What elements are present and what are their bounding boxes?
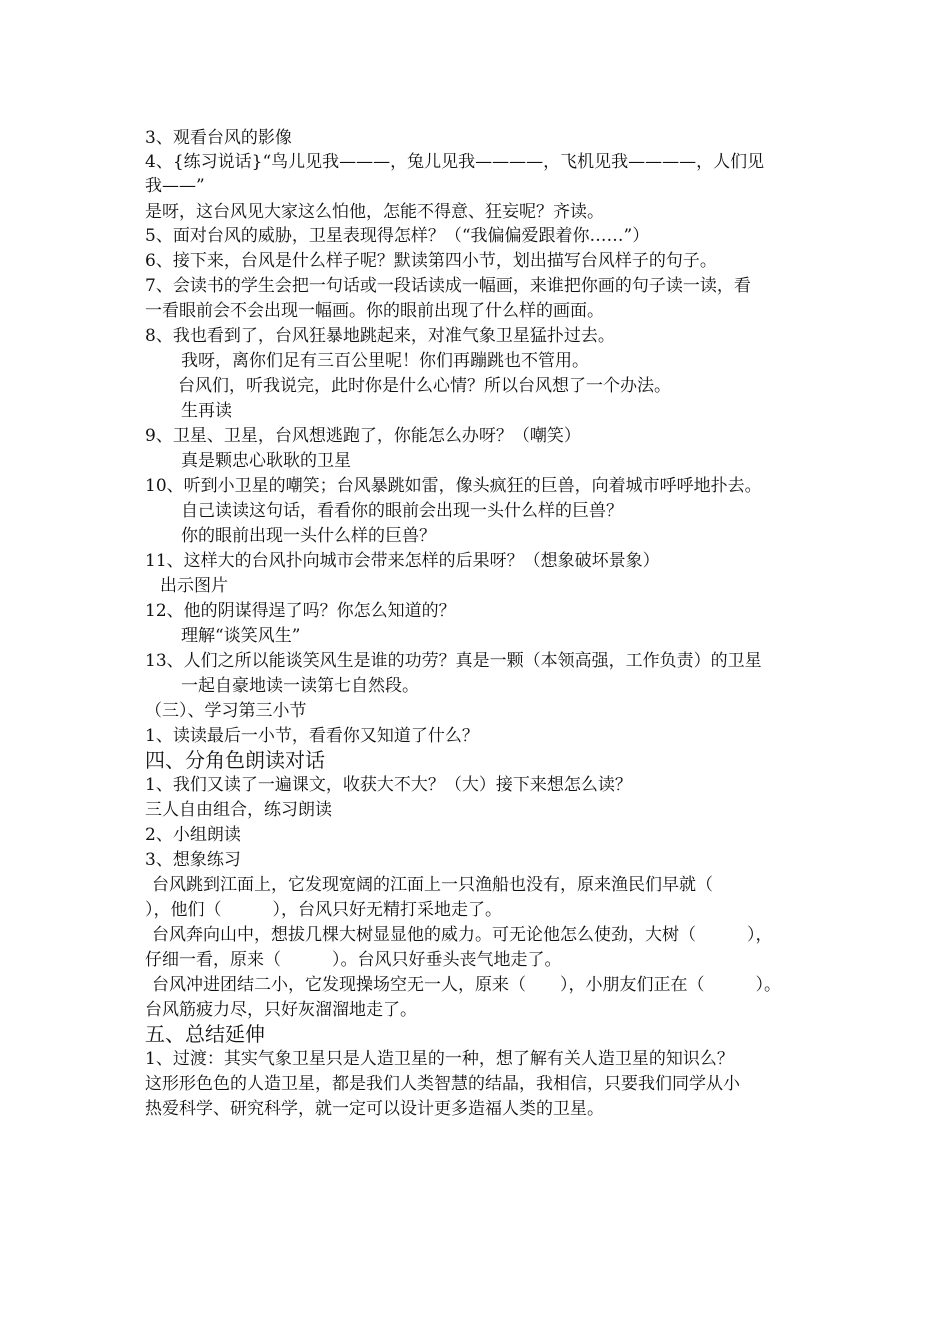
text-line: 台风奔向山中，想拔几棵大树显显他的威力。可无论他怎么使劲，大树（ ）， — [152, 925, 773, 945]
text-line: 自己读读这句话，看看你的眼前会出现一头什么样的巨兽？ — [181, 501, 623, 521]
text-line: 12、他的阴谋得逞了吗？你怎么知道的？ — [145, 601, 456, 621]
text-line: 三人自由组合，练习朗读 — [145, 800, 332, 820]
text-line: 5、面对台风的威胁，卫星表现得怎样？（“我偏偏爱跟着你……”） — [145, 226, 650, 246]
text-line: 2、小组朗读 — [145, 825, 241, 845]
text-line: 台风们，听我说完，此时你是什么心情？所以台风想了一个办法。 — [178, 376, 671, 396]
text-line: 你的眼前出现一头什么样的巨兽？ — [181, 526, 436, 546]
text-line: 8、我也看到了，台风狂暴地跳起来，对准气象卫星猛扑过去。 — [145, 326, 615, 346]
text-line: 我——” — [145, 176, 205, 196]
text-line: 10、听到小卫星的嘲笑；台风暴跳如雷，像头疯狂的巨兽，向着城市呼呼地扑去。 — [145, 476, 762, 496]
text-line: 6、接下来，台风是什么样子呢？默读第四小节，划出描写台风样子的句子。 — [145, 251, 717, 271]
text-line: 台风筋疲力尽，只好灰溜溜地走了。 — [145, 1000, 417, 1020]
text-line: 7、会读书的学生会把一句话或一段话读成一幅画，来谁把你画的句子读一读，看 — [145, 276, 751, 296]
text-line: 仔细一看，原来（ ）。台风只好垂头丧气地走了。 — [145, 950, 562, 970]
section-heading: 五、总结延伸 — [145, 1022, 265, 1046]
text-line: 一起自豪地读一读第七自然段。 — [181, 676, 419, 696]
text-line: 11、这样大的台风扑向城市会带来怎样的后果呀？（想象破坏景象） — [145, 551, 660, 571]
text-line: ），他们（ ），台风只好无精打采地走了。 — [145, 900, 502, 920]
text-line: 这形形色色的人造卫星，都是我们人类智慧的结晶，我相信，只要我们同学从小 — [145, 1074, 740, 1094]
text-line: 台风跳到江面上，它发现宽阔的江面上一只渔船也没有，原来渔民们早就（ — [152, 875, 713, 895]
text-line: 3、想象练习 — [145, 850, 241, 870]
text-line: 出示图片 — [160, 576, 228, 596]
text-line: 1、过渡：其实气象卫星只是人造卫星的一种，想了解有关人造卫星的知识么？ — [145, 1049, 734, 1069]
text-line: 我呀，离你们足有三百公里呢！你们再蹦跳也不管用。 — [181, 351, 589, 371]
text-line: 4、{练习说话}“鸟儿见我———，兔儿见我————，飞机见我————，人们见 — [145, 152, 765, 172]
text-line: 一看眼前会不会出现一幅画。你的眼前出现了什么样的画面。 — [145, 301, 604, 321]
text-line: 台风冲进团结二小，它发现操场空无一人，原来（ ），小朋友们正在（ ）。 — [152, 975, 781, 995]
text-line: 是呀，这台风见大家这么怕他，怎能不得意、狂妄呢？齐读。 — [145, 202, 604, 222]
text-line: 9、卫星、卫星，台风想逃跑了，你能怎么办呀？（嘲笑） — [145, 426, 581, 446]
text-line: 13、人们之所以能谈笑风生是谁的功劳？真是一颗（本领高强，工作负责）的卫星 — [145, 651, 762, 671]
section-heading: 四、分角色朗读对话 — [145, 748, 325, 772]
text-line: 1、我们又读了一遍课文，收获大不大？（大）接下来想怎么读？ — [145, 775, 632, 795]
section-heading: （三）、学习第三小节 — [145, 701, 307, 721]
text-line: 真是颗忠心耿耿的卫星 — [181, 451, 351, 471]
text-line: 生再读 — [181, 401, 232, 421]
text-line: 1、读读最后一小节，看看你又知道了什么？ — [145, 726, 479, 746]
text-line: 3、观看台风的影像 — [145, 128, 292, 148]
text-line: 理解“谈笑风生” — [181, 626, 301, 646]
text-line: 热爱科学、研究科学，就一定可以设计更多造福人类的卫星。 — [145, 1099, 604, 1119]
